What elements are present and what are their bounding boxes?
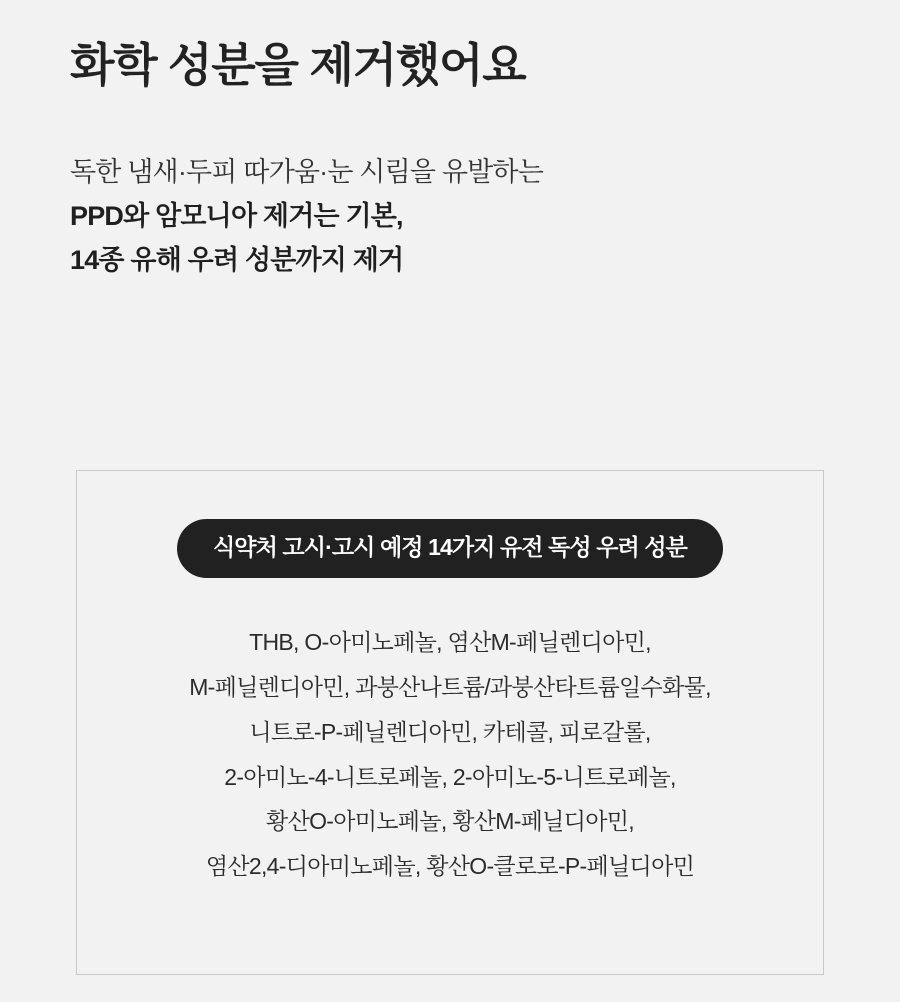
ingredient-card [76,470,824,975]
subcopy-line-1: 독한 냄새·두피 따가움·눈 시림을 유발하는 [70,157,543,188]
ingredient-line: 황산O-아미노페놀, 황산M-페닐디아민, [266,808,634,835]
ingredient-list [169,620,731,889]
ingredient-line: M-페닐렌디아민, 과붕산나트륨/과붕산타트륨일수화물, [189,673,711,700]
status-badge: 식약처 고시·고시 예정 14가지 유전 독성 우려 성분 [177,519,723,578]
subcopy-line-3: 14종 유해 우려 성분까지 제거 [70,244,404,275]
ingredient-line: 염산2,4-디아미노페놀, 황산O-클로로-P-페닐디아민 [205,853,695,880]
ingredient-line: 2-아미노-4-니트로페놀, 2-아미노-5-니트로페놀, [224,763,676,790]
subcopy-block [70,151,830,282]
page-title: 화학 성분을 제거했어요 [70,39,526,91]
subcopy-line-2: PPD와 암모니아 제거는 기본, [70,200,403,231]
ingredient-line: THB, O-아미노페놀, 염산M-페닐렌디아민, [249,629,651,655]
ingredient-line: 니트로-P-페닐렌디아민, 카테콜, 피로갈롤, [249,718,651,745]
